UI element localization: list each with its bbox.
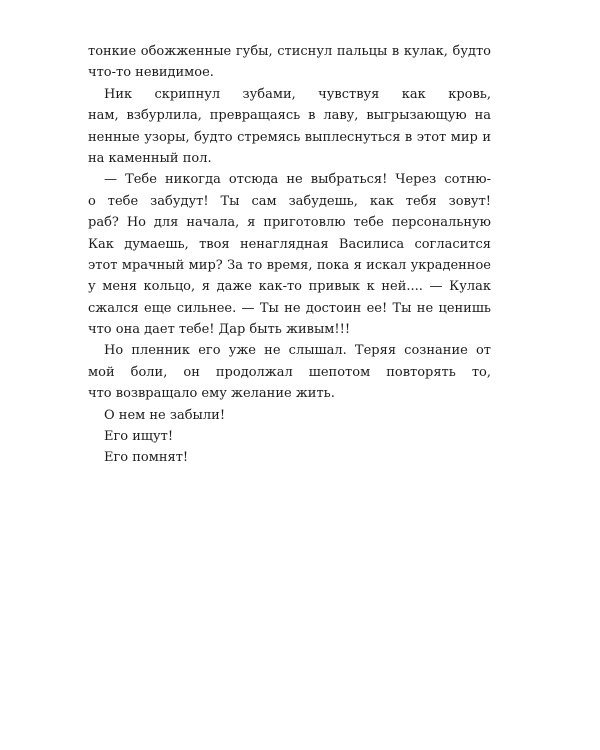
- text-line: о тебе забудут! Ты сам забудешь, как тебя зовут!: [88, 193, 491, 209]
- text-line: сжался еще сильнее. — Ты не достоин ее! Ты не ценишь: [88, 300, 491, 316]
- text-line: О нем не забыли!: [104, 407, 226, 423]
- text-line: — Тебе никогда отсюда не выбраться! Через сотню-: [104, 172, 491, 188]
- text-line: раб? Но для начала, я приготовлю тебе персональную: [88, 215, 491, 231]
- text-line: тонкие обожженные губы, стиснул пальцы в кулак, будто: [88, 44, 491, 59]
- text-line: этот мрачный мир? За то время, пока я искал украденное: [88, 257, 491, 273]
- text-line: Как думаешь, твоя ненаглядная Василиса согласится: [88, 236, 491, 252]
- text-line: Его помнят!: [104, 450, 189, 466]
- text-line: на каменный пол.: [88, 150, 212, 166]
- text-line: Но пленник его уже не слышал. Теряя сознание от: [104, 343, 491, 359]
- text-line: ненные узоры, будто стремясь выплеснуться в этот мир и: [88, 129, 491, 145]
- text-line: нам, взбурлила, превращаясь в лаву, выгрызающую на: [88, 108, 491, 124]
- text-line: мой боли, он продолжал шепотом повторять то,: [88, 364, 491, 380]
- text-line: что возвращало ему желание жить.: [88, 386, 335, 402]
- text-line: что она дает тебе! Дар быть живым!!!: [88, 322, 351, 338]
- text-line: что-то невидимое.: [88, 65, 214, 81]
- text-line: Его ищут!: [104, 429, 174, 445]
- text-line: Ник скрипнул зубами, чувствуя как кровь,: [104, 86, 491, 102]
- text-line: у меня кольцо, я даже как-то привык к ней.... — Кулак: [88, 279, 491, 295]
- page-body-text: [88, 41, 491, 469]
